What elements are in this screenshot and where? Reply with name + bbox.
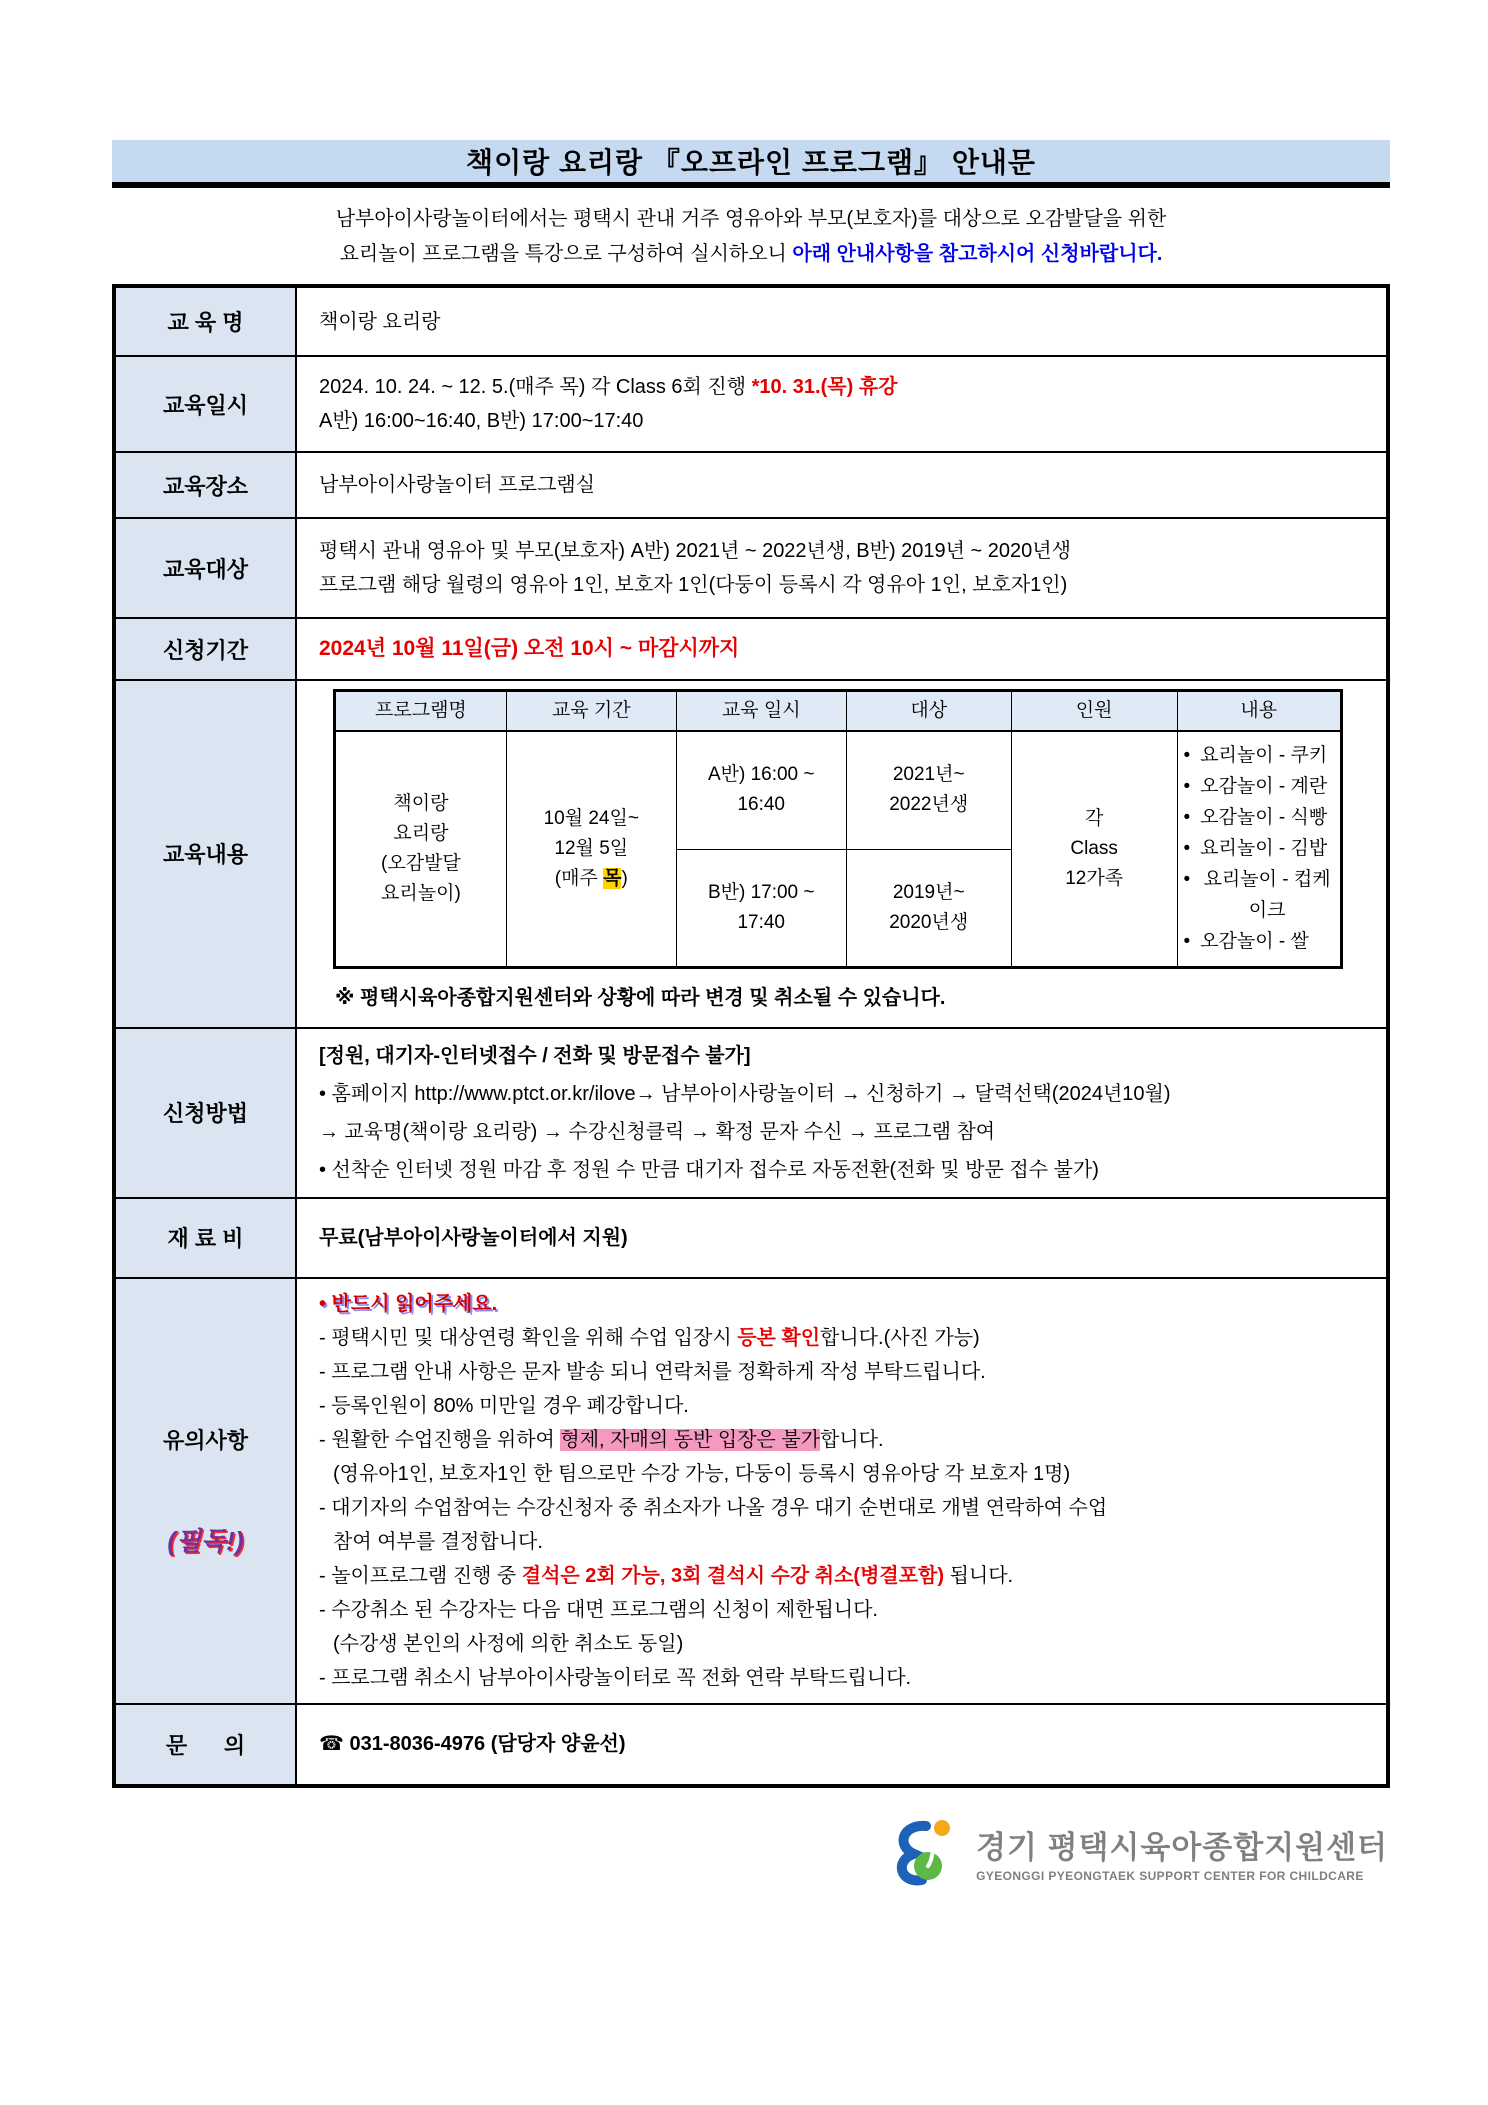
col-header-time: 교육 일시 xyxy=(676,691,846,732)
value-notice xyxy=(296,1278,1388,1704)
content-item xyxy=(1184,864,1334,926)
intro-text-2: 요리놀이 프로그램을 특강으로 구성하여 실시하오니 xyxy=(339,243,793,265)
title-bar xyxy=(112,140,1390,188)
schedule-holiday-note: *10. 31.(목) 휴강 xyxy=(751,376,898,398)
org-name-korean: 경기 평택시육아종합지원센터 xyxy=(976,1830,1388,1865)
content-item xyxy=(1184,833,1334,864)
content-item-text-4: 요리놀이 - 김밥 xyxy=(1200,838,1328,860)
notice-item-4-highlight: 형제, 자매의 동반 입장은 불가 xyxy=(560,1428,821,1451)
document-content xyxy=(112,140,1390,1892)
col-header-target: 대상 xyxy=(846,691,1011,732)
value-contact xyxy=(296,1704,1388,1786)
notice-item-4-pre: - 원활한 수업진행을 위하여 xyxy=(319,1428,561,1451)
col-header-capacity: 인원 xyxy=(1011,691,1177,732)
intro-text-2-highlight: 아래 안내사항을 참고하시어 신청바랍니다. xyxy=(792,243,1163,265)
notice-item-5-line-2: 참여 여부를 결정합니다. xyxy=(333,1530,543,1553)
content-item xyxy=(1184,771,1334,802)
label-apply-method xyxy=(114,1028,296,1198)
label-edu-schedule xyxy=(114,356,296,452)
method-item-1-line-1: • 홈페이지 http://www.ptct.or.kr/ilove→ 남부아이사랑놀이터 → 신청하기 → 달력선택(2024년10월) xyxy=(319,1082,1171,1105)
notice-item-4-post: 합니다. xyxy=(820,1428,884,1451)
notice-item-1-pre: - 평택시민 및 대상연령 확인을 위해 수업 입장시 xyxy=(319,1326,738,1349)
value-fee xyxy=(296,1198,1388,1278)
label-apply-period-text: 신청기간 xyxy=(162,637,248,663)
bullet-icon: • xyxy=(1183,745,1191,767)
value-edu-place-text: 남부아이사랑놀이터 프로그램실 xyxy=(319,474,596,496)
label-edu-content xyxy=(114,680,296,1028)
row-edu-schedule xyxy=(114,356,1388,452)
label-apply-period xyxy=(114,618,296,680)
value-edu-name-text: 책이랑 요리랑 xyxy=(319,310,441,333)
class-b-time-text: B반) 17:00 ~ 17:40 xyxy=(707,881,815,933)
cell-program-name xyxy=(335,731,507,967)
org-name-english: GYEONGGI PYEONGTAEK SUPPORT CENTER FOR CHILDCARE xyxy=(976,1869,1364,1883)
cell-contents-list xyxy=(1177,731,1341,967)
label-edu-name xyxy=(114,286,296,356)
row-apply-period xyxy=(114,618,1388,680)
bullet-icon: • xyxy=(1183,931,1191,953)
label-edu-target-text: 교육대상 xyxy=(162,556,248,582)
target-line-1 xyxy=(319,534,1372,568)
notice-item-1-post: 합니다.(사진 가능) xyxy=(820,1326,980,1349)
content-item-text-3: 오감놀이 - 식빵 xyxy=(1200,807,1328,829)
row-edu-target xyxy=(114,518,1388,618)
notice-item-6 xyxy=(319,1559,1372,1593)
intro-line-1 xyxy=(112,202,1390,237)
content-item-text-5: 요리놀이 - 컵케이크 xyxy=(1203,869,1331,922)
bullet-icon: • xyxy=(1183,807,1191,829)
row-edu-content xyxy=(114,680,1388,1028)
target-text-2: 프로그램 해당 월령의 영유아 1인, 보호자 1인(다둥이 등록시 각 영유아 1인, 보호자1인) xyxy=(319,574,1068,596)
col-header-program: 프로그램명 xyxy=(335,691,507,732)
schedule-line-1 xyxy=(319,370,1372,404)
schedule-times: A반) 16:00~16:40, B반) 17:00~17:40 xyxy=(319,410,644,432)
program-change-note xyxy=(335,981,1372,1015)
notice-item-1-red: 등본 확인 xyxy=(737,1326,821,1349)
label-edu-name-text: 교 육 명 xyxy=(167,310,244,335)
notice-item-8: - 프로그램 취소시 남부아이사랑놀이터로 꼭 전화 연락 부탁드립니다. xyxy=(319,1666,912,1689)
value-edu-place xyxy=(296,452,1388,518)
col-header-period: 교육 기간 xyxy=(506,691,676,732)
notice-item-3: - 등록인원이 80% 미만일 경우 폐강합니다. xyxy=(319,1394,689,1417)
label-notice xyxy=(114,1278,296,1704)
program-name-4: 요리놀이) xyxy=(381,882,461,904)
notice-item-4-sub: (영유아1인, 보호자1인 한 팀으로만 수강 가능, 다둥이 등록시 영유아당 각 보호자 1명) xyxy=(333,1462,1071,1485)
target-line-2 xyxy=(319,568,1372,602)
method-item-1-line-2: → 교육명(책이랑 요리랑) → 수강신청클릭 → 확정 문자 수신 → 프로그램 참여 xyxy=(319,1120,996,1143)
row-edu-place xyxy=(114,452,1388,518)
class-b-target-1: 2019년~ xyxy=(892,881,965,903)
center-logo-icon xyxy=(886,1814,964,1892)
label-fee-text: 재 료 비 xyxy=(167,1226,244,1251)
class-a-target-2: 2022년생 xyxy=(889,794,969,816)
class-b-target-2: 2020년생 xyxy=(889,911,969,933)
label-edu-content-text: 교육내용 xyxy=(162,842,248,868)
content-item-text-2: 오감놀이 - 계란 xyxy=(1200,776,1328,798)
label-notice-sub-text: (필독!) xyxy=(167,1525,244,1556)
intro-paragraph xyxy=(112,202,1390,272)
col-header-contents: 내용 xyxy=(1177,691,1341,732)
content-item xyxy=(1184,926,1334,957)
notice-item-4 xyxy=(319,1423,1372,1457)
capacity-3: 12가족 xyxy=(1065,867,1124,889)
value-edu-content xyxy=(296,680,1388,1028)
row-apply-method xyxy=(114,1028,1388,1198)
notice-item-7: - 수강취소 된 수강자는 다음 대면 프로그램의 신청이 제한됩니다. xyxy=(319,1598,878,1621)
content-item-text-6: 오감놀이 - 쌀 xyxy=(1200,931,1309,953)
cell-capacity xyxy=(1011,731,1177,967)
label-notice-text: 유의사항 xyxy=(162,1427,248,1453)
content-item xyxy=(1184,740,1334,771)
edu-period-3-pre: (매주 xyxy=(554,867,604,889)
value-contact-text: ☎ 031-8036-4976 (담당자 양윤선) xyxy=(319,1733,626,1755)
label-fee xyxy=(114,1198,296,1278)
program-table-row-a xyxy=(335,731,1342,849)
notice-item-1 xyxy=(319,1321,1372,1355)
program-detail-table xyxy=(333,689,1343,969)
capacity-2: Class xyxy=(1070,837,1118,859)
method-item-2: • 선착순 인터넷 정원 마감 후 정원 수 만큼 대기자 접수로 자동전환(전화 및 방문 접수 불가) xyxy=(319,1158,1099,1181)
content-item xyxy=(1184,802,1334,833)
bullet-icon: • xyxy=(1183,776,1191,798)
edu-period-1: 10월 24일~ xyxy=(543,807,639,829)
org-name-block xyxy=(976,1822,1388,1883)
target-text-1: 평택시 관내 영유아 및 부모(보호자) A반) 2021년 ~ 2022년생, B반) 2019년 ~ 2020년생 xyxy=(319,540,1071,562)
row-edu-name xyxy=(114,286,1388,356)
capacity-1: 각 xyxy=(1084,807,1104,829)
schedule-dates: 2024. 10. 24. ~ 12. 5.(매주 목) 각 Class 6회 진행 xyxy=(319,376,752,398)
label-edu-place-text: 교육장소 xyxy=(162,473,248,499)
value-edu-name xyxy=(296,286,1388,356)
program-name-2: 요리랑 xyxy=(393,822,449,844)
label-apply-method-text: 신청방법 xyxy=(162,1101,248,1126)
row-fee xyxy=(114,1198,1388,1278)
label-edu-schedule-text: 교육일시 xyxy=(162,392,248,418)
info-table xyxy=(112,284,1390,1788)
schedule-line-2 xyxy=(319,404,1372,438)
notice-title: • 반드시 읽어주세요. xyxy=(319,1292,498,1315)
label-edu-place xyxy=(114,452,296,518)
footer xyxy=(112,1814,1390,1892)
notice-item-2: - 프로그램 안내 사항은 문자 발송 되니 연락처를 정확하게 작성 부탁드립니다. xyxy=(319,1360,986,1383)
row-notice xyxy=(114,1278,1388,1704)
intro-text-1: 남부아이사랑놀이터에서는 평택시 관내 거주 영유아와 부모(보호자)를 대상으로 오감발달을 위한 xyxy=(335,208,1167,230)
label-edu-target xyxy=(114,518,296,618)
value-edu-target xyxy=(296,518,1388,618)
notice-item-5-line-1: - 대기자의 수업참여는 수강신청자 중 취소자가 나올 경우 대기 순번대로 개별 연락하여 수업 xyxy=(319,1496,1108,1519)
edu-period-3 xyxy=(513,864,670,894)
cell-class-a-target xyxy=(846,731,1011,849)
cell-edu-period xyxy=(506,731,676,967)
class-a-time-text: A반) 16:00 ~ 16:40 xyxy=(707,764,815,816)
notice-item-6-red: 결석은 2회 가능, 3회 결석시 수강 취소(병결포함) xyxy=(521,1564,945,1587)
content-item-text-1: 요리놀이 - 쿠키 xyxy=(1200,745,1328,767)
intro-line-2 xyxy=(112,237,1390,272)
program-name-1: 책이랑 xyxy=(393,792,449,814)
cell-class-a-time xyxy=(676,731,846,849)
edu-period-3-highlight: 목 xyxy=(603,867,622,889)
method-header: [정원, 대기자-인터넷접수 / 전화 및 방문접수 불가] xyxy=(319,1044,751,1067)
edu-period-3-post: ) xyxy=(621,867,628,889)
cell-class-b-time xyxy=(676,849,846,967)
label-contact xyxy=(114,1704,296,1786)
notice-item-7-sub: (수강생 본인의 사정에 의한 취소도 동일) xyxy=(333,1632,684,1655)
value-apply-method xyxy=(296,1028,1388,1198)
value-fee-text: 무료(남부아이사랑놀이터에서 지원) xyxy=(319,1226,628,1249)
label-contact-text: 문 의 xyxy=(165,1732,246,1758)
notice-item-6-post: 됩니다. xyxy=(944,1564,1014,1587)
page-title: 책이랑 요리랑 『오프라인 프로그램』 안내문 xyxy=(466,147,1036,178)
value-apply-period xyxy=(296,618,1388,680)
program-change-note-text: ※ 평택시육아종합지원센터와 상황에 따라 변경 및 취소될 수 있습니다. xyxy=(335,986,946,1009)
row-contact xyxy=(114,1704,1388,1786)
bullet-icon: • xyxy=(1183,869,1191,891)
edu-period-2: 12월 5일 xyxy=(554,837,629,859)
bullet-icon: • xyxy=(1183,838,1191,860)
value-apply-period-text: 2024년 10월 11일(금) 오전 10시 ~ 마감시까지 xyxy=(319,637,740,660)
notice-item-6-pre: - 놀이프로그램 진행 중 xyxy=(319,1564,522,1587)
program-name-3: (오감발달 xyxy=(381,852,461,874)
cell-class-b-target xyxy=(846,849,1011,967)
program-table-header-row xyxy=(335,691,1342,732)
value-edu-schedule xyxy=(296,356,1388,452)
class-a-target-1: 2021년~ xyxy=(892,764,965,786)
